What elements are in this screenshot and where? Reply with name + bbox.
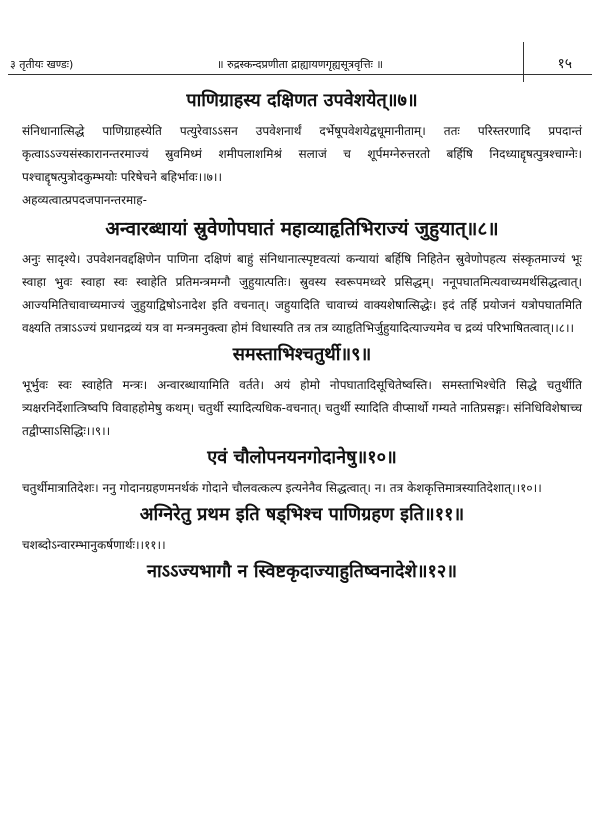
- header-section-label: ३ तृतीयः खण्डः): [10, 58, 74, 71]
- sutra-heading: अन्वारब्धायां स्रुवेणोपघातं महाव्याहृतिभिराज्यं जुहुयात्॥८॥: [105, 218, 499, 240]
- intro-line: अहव्यत्वात्प्रपदजपानन्तरमाह-: [22, 193, 147, 207]
- running-header: [8, 50, 592, 74]
- main-text: [22, 86, 582, 591]
- commentary-paragraph: अनुः सादृश्ये। उपवेशनवद्दक्षिणेन पाणिना दक्षिणं बाहुं संनिधानात्स्पृष्टवत्यां कन्यायां बर्हिषि निहितेन स्रुवेणोपहत्य संस्कृतमाज्यं भूः स्वाहा भुवः स्वाहा स्वः स्वाहेति प्रतिमन्त्रमग्नौ जुहुयात्पतिः। स्रुवस्य स्वरूपमध्वरे प्रसिद्धम्। ननूपघातमित्यवाच्यमर्थसिद्धत्वात्। आज्यमितिचावाच्यमाज्यं जुहुयाद्विषोऽनादेश इति वचनात्। जहुयादिति चावाच्यं वाक्यशेषात्सिद्धेः। इदं तर्हि प्रयोजनं यत्रोपघातमिति वक्ष्यति तत्राऽऽज्यं प्रधानद्रव्यं यत्र वा मन्त्रमनुक्त्वा होमं विधास्यति तत्र तत्र व्याहृतिभिर्जुहुयादित्याज्यमेव च द्रव्यं परिभाषितत्वात्।।८।।: [22, 252, 582, 335]
- sutra-heading: नाऽऽज्यभागौ न स्विष्टकृदाज्याहुतिष्वनादेशे॥१२॥: [146, 561, 458, 582]
- page-number: १५: [557, 56, 572, 72]
- header-book-title: ॥ रुद्रस्कन्दप्रणीता द्राह्यायणगृह्यसूत्रवृत्तिः ॥: [217, 58, 383, 71]
- header-divider: [523, 42, 524, 82]
- commentary-paragraph: भूर्भुवः स्वः स्वाहेति मन्त्रः। अन्वारब्धायामिति वर्तते। अयं होमो नोपघातादिसूचितेष्वस्ति। समस्ताभिश्चेति सिद्धे चतुर्थीति त्र्यक्षरनिर्देशात्त्रिष्वपि विवाहहोमेषु कथम्। चतुर्थी स्यादित्यधिक-वचनात्। चतुर्थी स्यादिति वीप्सार्थो गम्यते नातिप्रसङ्गः। संनिधिविशेषाच्च तद्वीप्साऽसिद्धिः।।९।।: [22, 378, 582, 438]
- header-rule: [8, 74, 592, 75]
- commentary-paragraph: चशब्दोऽन्वारम्भानुकर्षणार्थः।।११।।: [22, 538, 166, 552]
- sutra-heading: एवं चौलोपनयनगोदानेषु॥१०॥: [207, 447, 397, 468]
- commentary-paragraph: चतुर्थीमात्रातिदेशः। ननु गोदानग्रहणमनर्थकं गोदाने चौलवत्कल्प इत्यनेनैव सिद्धत्वात्। न। तत्र केशकृत्तिमात्रस्यातिदेशात्।।१०।।: [22, 481, 542, 495]
- sutra-heading: पाणिग्राहस्य दक्षिणत उपवेशयेत्॥७॥: [186, 90, 418, 111]
- commentary-paragraph: संनिधानात्सिद्धे पाणिग्राहस्येति पत्युरेवाऽऽसन उपवेशनार्थं दर्भेषूपवेशयेद्वधूमानीताम्। ततः परिस्तरणादि प्रपदान्तं कृत्वाऽऽज्यसंस्कारानन्तरमाज्यं स्रुवमिध्मं शमीपलाशमिश्रं सलाजं च शूर्पमग्नेरुत्तरतो बर्हिषि निदध्याद्दृषत्पुत्रश्चाग्नेः। पश्चाद्दृषत्पुत्रोदकुम्भयोः परिषेचने बहिर्भावः।।७।।: [22, 124, 582, 184]
- sutra-heading: समस्ताभिश्चतुर्थी॥९॥: [232, 344, 372, 365]
- sutra-heading: अग्निरेतु प्रथम इति षड्भिश्च पाणिग्रहण इति॥११॥: [139, 504, 465, 525]
